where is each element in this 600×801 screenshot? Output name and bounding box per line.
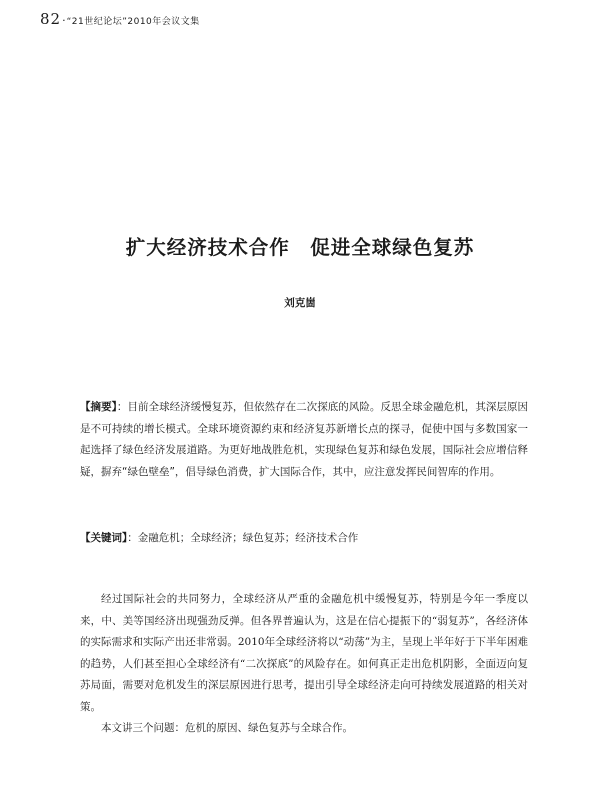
abstract <box>80 397 528 483</box>
keywords-text: ：金融危机；全球经济；绿色复苏；经济技术合作 <box>127 532 359 544</box>
body-paragraph: 本文讲三个问题：危机的原因、绿色复苏与全球合作。 <box>101 722 353 734</box>
abstract-label: 【摘要】 <box>80 401 117 413</box>
keywords-label: 【关键词】 <box>80 532 128 544</box>
header-separator: · <box>62 14 66 27</box>
author-name: 刘克崮 <box>284 297 316 309</box>
body-text <box>80 589 528 740</box>
article-title: 扩大经济技术合作 促进全球绿色复苏 <box>125 236 475 259</box>
running-header <box>40 10 200 28</box>
running-title: “21世纪论坛”2010年会议文集 <box>66 17 200 27</box>
page-number: 82 <box>40 10 62 28</box>
body-paragraph: 经过国际社会的共同努力，全球经济从严重的金融危机中缓慢复苏，特别是今年一季度以来，中、美等国经济出现强劲反弹。但各界普遍认为，这是在信心提振下的“弱复苏”，各经济体的实际需求和实际产出还非常弱。2010年全球经济将以“动荡”为主，呈现上半年好于下半年困难的趋势，人们甚至担心全球经济有“二次探底”的风险存在。如何真正走出危机阴影，全面迈向复苏局面，需要对危机发生的深层原因进行思考，提出引导全球经济走向可持续发展道路的相关对策。 <box>80 593 528 713</box>
keywords <box>80 528 528 550</box>
abstract-text: ：目前全球经济缓慢复苏，但依然存在二次探底的风险。反思全球金融危机，其深层原因是不可持续的增长模式。全球环境资源约束和经济复苏新增长点的探寻，促使中国与多数国家一起选择了绿色经济发展道路。为更好地战胜危机，实现绿色复苏和绿色发展，国际社会应增信释疑，摒弃“绿色壁垒”，倡导绿色消费，扩大国际合作，其中，应注意发挥民间智库的作用。 <box>80 401 529 478</box>
